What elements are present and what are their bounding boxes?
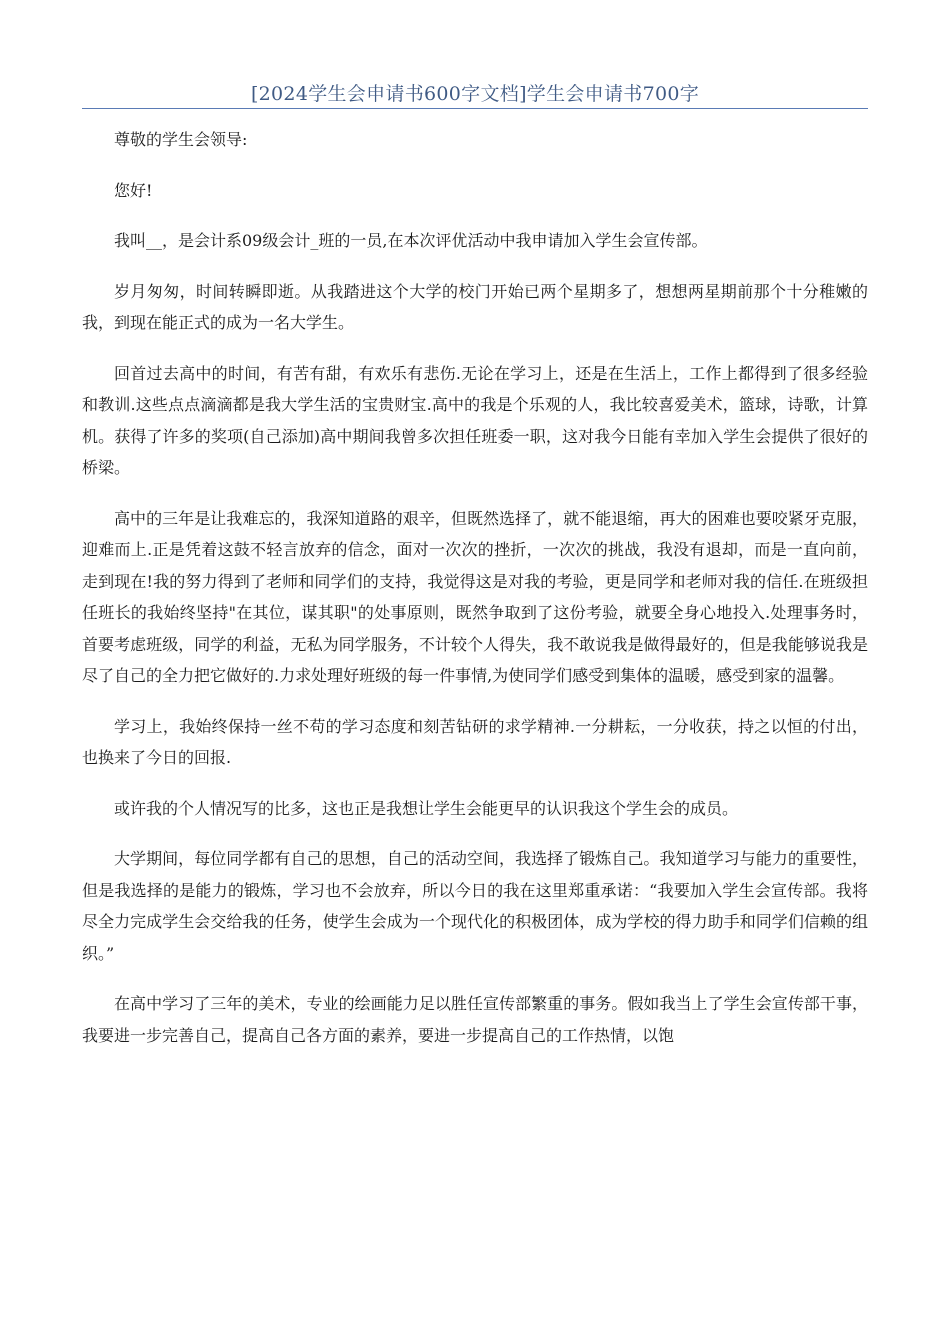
paragraph-art: 在高中学习了三年的美术，专业的绘画能力足以胜任宣传部繁重的事务。假如我当上了学生会宣传部干事，我要进一步完善自己，提高自己各方面的素养，要进一步提高自己的工作热情，以饱 — [82, 994, 868, 1045]
paragraph-experience: 高中的三年是让我难忘的，我深知道路的艰辛，但既然选择了，就不能退缩，再大的困难也要咬紧牙克服，迎难而上.正是凭着这鼓不轻言放弃的信念，面对一次次的挫折，一次次的挑战，我没有退却，而是一直向前，走到现在!我的努力得到了老师和同学们的支持，我觉得这是对我的考验，更是同学和老师对我的信任.在班级担任班长的我始终坚持"在其位，谋其职"的处事原则，既然争取到了这份考验，就要全身心地投入.处理事务时，首要考虑班级，同学的利益，无私为同学服务，不计较个人得失，我不敢说我是做得最好的，但是我能够说我是尽了自己的全力把它做好的.力求处理好班级的每一件事情,为使同学们感受到集体的温暖，感受到家的温馨。 — [82, 508, 868, 685]
document-body — [82, 124, 868, 1070]
paragraph-introduction: 我叫__，是会计系09级会计_班的一员,在本次评优活动中我申请加入学生会宣传部。 — [114, 231, 708, 250]
paragraph-high-school: 回首过去高中的时间，有苦有甜，有欢乐有悲伤.无论在学习上，还是在生活上，工作上都得到了很多经验和教训.这些点点滴滴都是我大学生活的宝贵财宝.高中的我是个乐观的人，我比较喜爱美术，篮球，诗歌，计算机。获得了许多的奖项(自己添加)高中期间我曾多次担任班委一职，这对我今日能有幸加入学生会提供了很好的桥梁。 — [82, 363, 868, 477]
paragraph-time: 岁月匆匆，时间转瞬即逝。从我踏进这个大学的校门开始已两个星期多了，想想两星期前那个十分稚嫩的我，到现在能正式的成为一名大学生。 — [82, 281, 868, 332]
paragraph-commitment: 大学期间，每位同学都有自己的思想，自己的活动空间，我选择了锻炼自己。我知道学习与能力的重要性，但是我选择的是能力的锻炼，学习也不会放弃，所以今日的我在这里郑重承诺：“我要加入学生会宣传部。我将尽全力完成学生会交给我的任务，使学生会成为一个现代化的积极团体，成为学校的得力助手和同学们信赖的组织。” — [82, 849, 868, 963]
greeting: 您好! — [114, 180, 153, 200]
page-header-title: [2024学生会申请书600字文档]学生会申请书700字 — [250, 83, 700, 105]
paragraph-study: 学习上，我始终保持一丝不苟的学习态度和刻苦钻研的求学精神.一分耕耘，一分收获，持之以恒的付出，也换来了今日的回报. — [82, 716, 868, 767]
salutation: 尊敬的学生会领导: — [114, 130, 248, 149]
paragraph-personal: 或许我的个人情况写的比多，这也正是我想让学生会能更早的认识我这个学生会的成员。 — [114, 798, 739, 818]
header-divider — [82, 108, 868, 109]
